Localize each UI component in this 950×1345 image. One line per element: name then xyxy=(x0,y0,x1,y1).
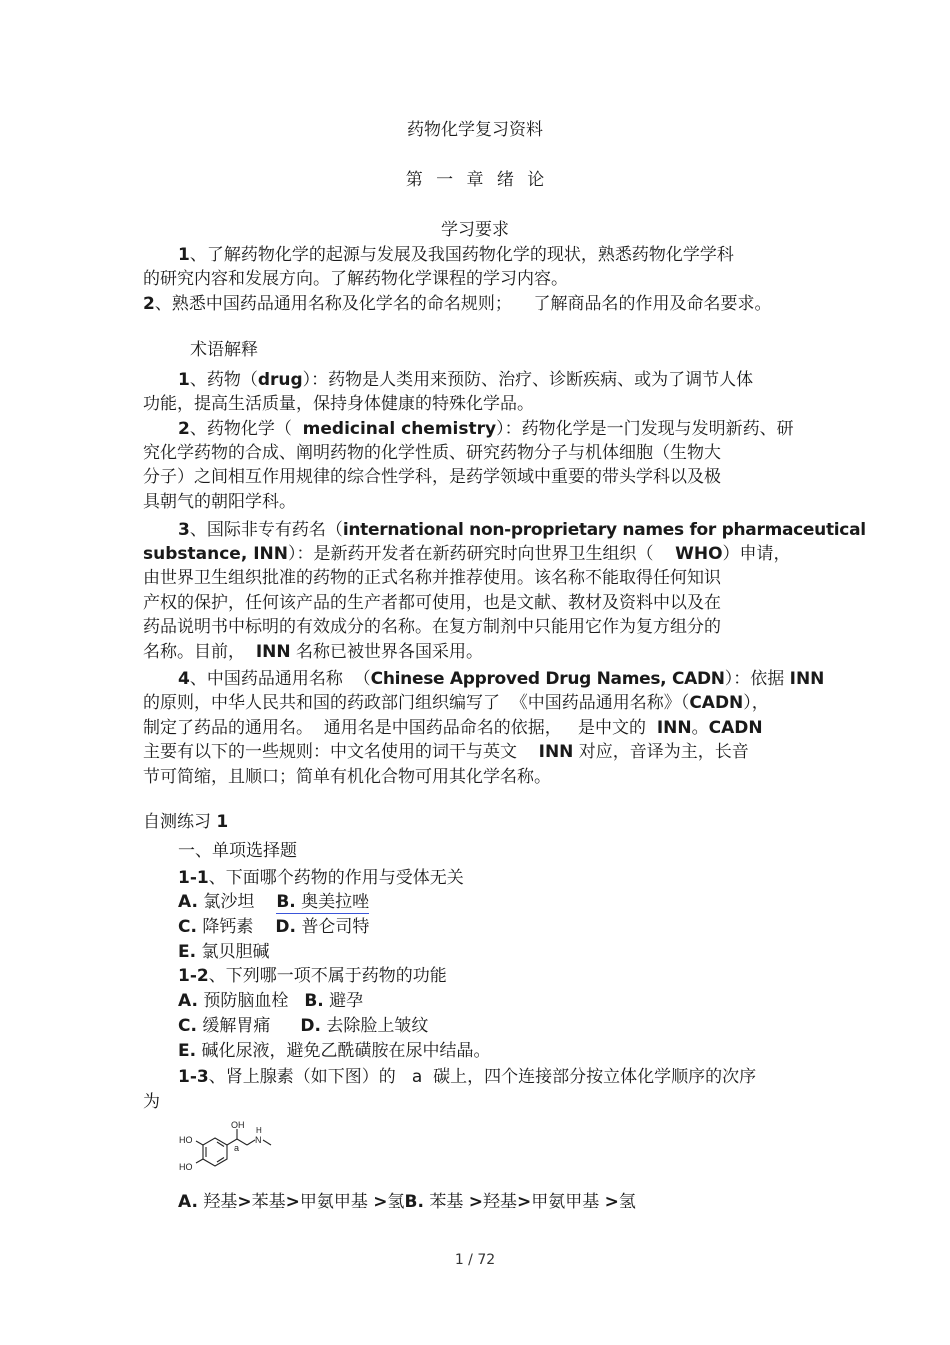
question-1-3-cont: 为 xyxy=(143,1092,160,1112)
term-3: 3、国际非专有药名（international non-proprietary names for pharmaceutical xyxy=(178,520,866,540)
mol-a-label: a xyxy=(234,1143,240,1153)
term-4-cont-3: 主要有以下的一些规则：中文名使用的词干与英文 INN 对应，音译为主，长音 xyxy=(143,742,749,762)
requirement-1: 1、了解药物化学的起源与发展及我国药物化学的现状，熟悉药物化学学科 xyxy=(178,245,734,265)
page-title: 药物化学复习资料 xyxy=(407,120,543,140)
mol-n: N xyxy=(255,1135,262,1145)
terms-heading: 术语解释 xyxy=(190,340,258,360)
term-2: 2、药物化学（ medicinal chemistry）：药物化学是一门发现与发明新药、研 xyxy=(178,419,794,439)
question-1-2-option-e: E. 碱化尿液，避免乙酰磺胺在尿中结晶。 xyxy=(178,1041,491,1061)
term-3-cont-2: 由世界卫生组织批准的药物的正式名称并推荐使用。该名称不能取得任何知识 xyxy=(143,568,721,588)
term-3-cont-5: 名称。目前， INN 名称已被世界各国采用。 xyxy=(143,642,483,662)
term-2-cont-3: 具朝气的朝阳学科。 xyxy=(143,492,296,512)
exercise-section: 一、单项选择题 xyxy=(178,841,297,861)
term-4-cont-2: 制定了药品的通用名。 通用名是中国药品命名的依据， 是中文的 INN。CADN xyxy=(143,718,763,738)
mol-h: H xyxy=(256,1126,262,1135)
epinephrine-structure xyxy=(175,1118,305,1180)
question-1-1-options-cd: C. 降钙素 D. 普仑司特 xyxy=(178,917,370,937)
chapter-heading: 第 一 章 绪 论 xyxy=(405,170,545,190)
mol-oh: OH xyxy=(231,1120,245,1130)
mol-ho-bottom: HO xyxy=(179,1162,193,1172)
term-3-cont-1: substance, INN）：是新药开发者在新药研究时向世界卫生组织（ WHO）申请， xyxy=(143,544,791,564)
requirement-2: 2、熟悉中国药品通用名称及化学名的命名规则； 了解商品名的作用及命名要求。 xyxy=(143,294,772,314)
page-number: 1 / 72 xyxy=(454,1252,496,1268)
question-1-2: 1-2、下列哪一项不属于药物的功能 xyxy=(178,966,447,986)
question-1-2-options-ab: A. 预防脑血栓 B. 避孕 xyxy=(178,991,364,1011)
term-2-cont-1: 究化学药物的合成、阐明药物的化学性质、研究药物分子与机体细胞（生物大 xyxy=(143,443,721,463)
term-3-cont-3: 产权的保护，任何该产品的生产者都可使用，也是文献、教材及资料中以及在 xyxy=(143,593,721,613)
term-1-cont: 功能，提高生活质量，保持身体健康的特殊化学品。 xyxy=(143,394,534,414)
term-1: 1、药物（drug）：药物是人类用来预防、治疗、诊断疾病、或为了调节人体 xyxy=(178,370,754,390)
question-1-2-options-cd: C. 缓解胃痛 D. 去除脸上皱纹 xyxy=(178,1016,429,1036)
term-2-cont-2: 分子）之间相互作用规律的综合性学科，是药学领域中重要的带头学科以及极 xyxy=(143,467,721,487)
term-3-cont-4: 药品说明书中标明的有效成分的名称。在复方制剂中只能用它作为复方组分的 xyxy=(143,617,721,637)
exercise-heading: 自测练习 1 xyxy=(143,812,229,832)
question-1-1: 1-1、下面哪个药物的作用与受体无关 xyxy=(178,868,464,888)
term-4-cont-1: 的原则，中华人民共和国的药政部门组织编写了 《中国药品通用名称》（CADN）， xyxy=(143,693,769,713)
term-4-cont-4: 节可简缩，且顺口；简单有机化合物可用其化学名称。 xyxy=(143,767,551,787)
question-1-3: 1-3、肾上腺素（如下图）的 a 碳上，四个连接部分按立体化学顺序的次序 xyxy=(178,1067,757,1087)
question-1-3-options-ab: A. 羟基>苯基>甲氨甲基 >氢B. 苯基 >羟基>甲氨甲基 >氢 xyxy=(178,1192,636,1212)
question-1-1-option-e: E. 氯贝胆碱 xyxy=(178,942,270,962)
term-4: 4、中国药品通用名称 （Chinese Approved Drug Names, CADN）：依据 INN xyxy=(178,669,825,689)
mol-ho-top: HO xyxy=(179,1135,193,1145)
question-1-1-options-ab: A. 氯沙坦 B. 奥美拉唑 xyxy=(178,892,370,912)
requirement-1-cont: 的研究内容和发展方向。了解药物化学课程的学习内容。 xyxy=(143,269,568,289)
requirements-heading: 学习要求 xyxy=(441,220,509,240)
answer-underline: B. 奥美拉唑 xyxy=(276,892,370,912)
